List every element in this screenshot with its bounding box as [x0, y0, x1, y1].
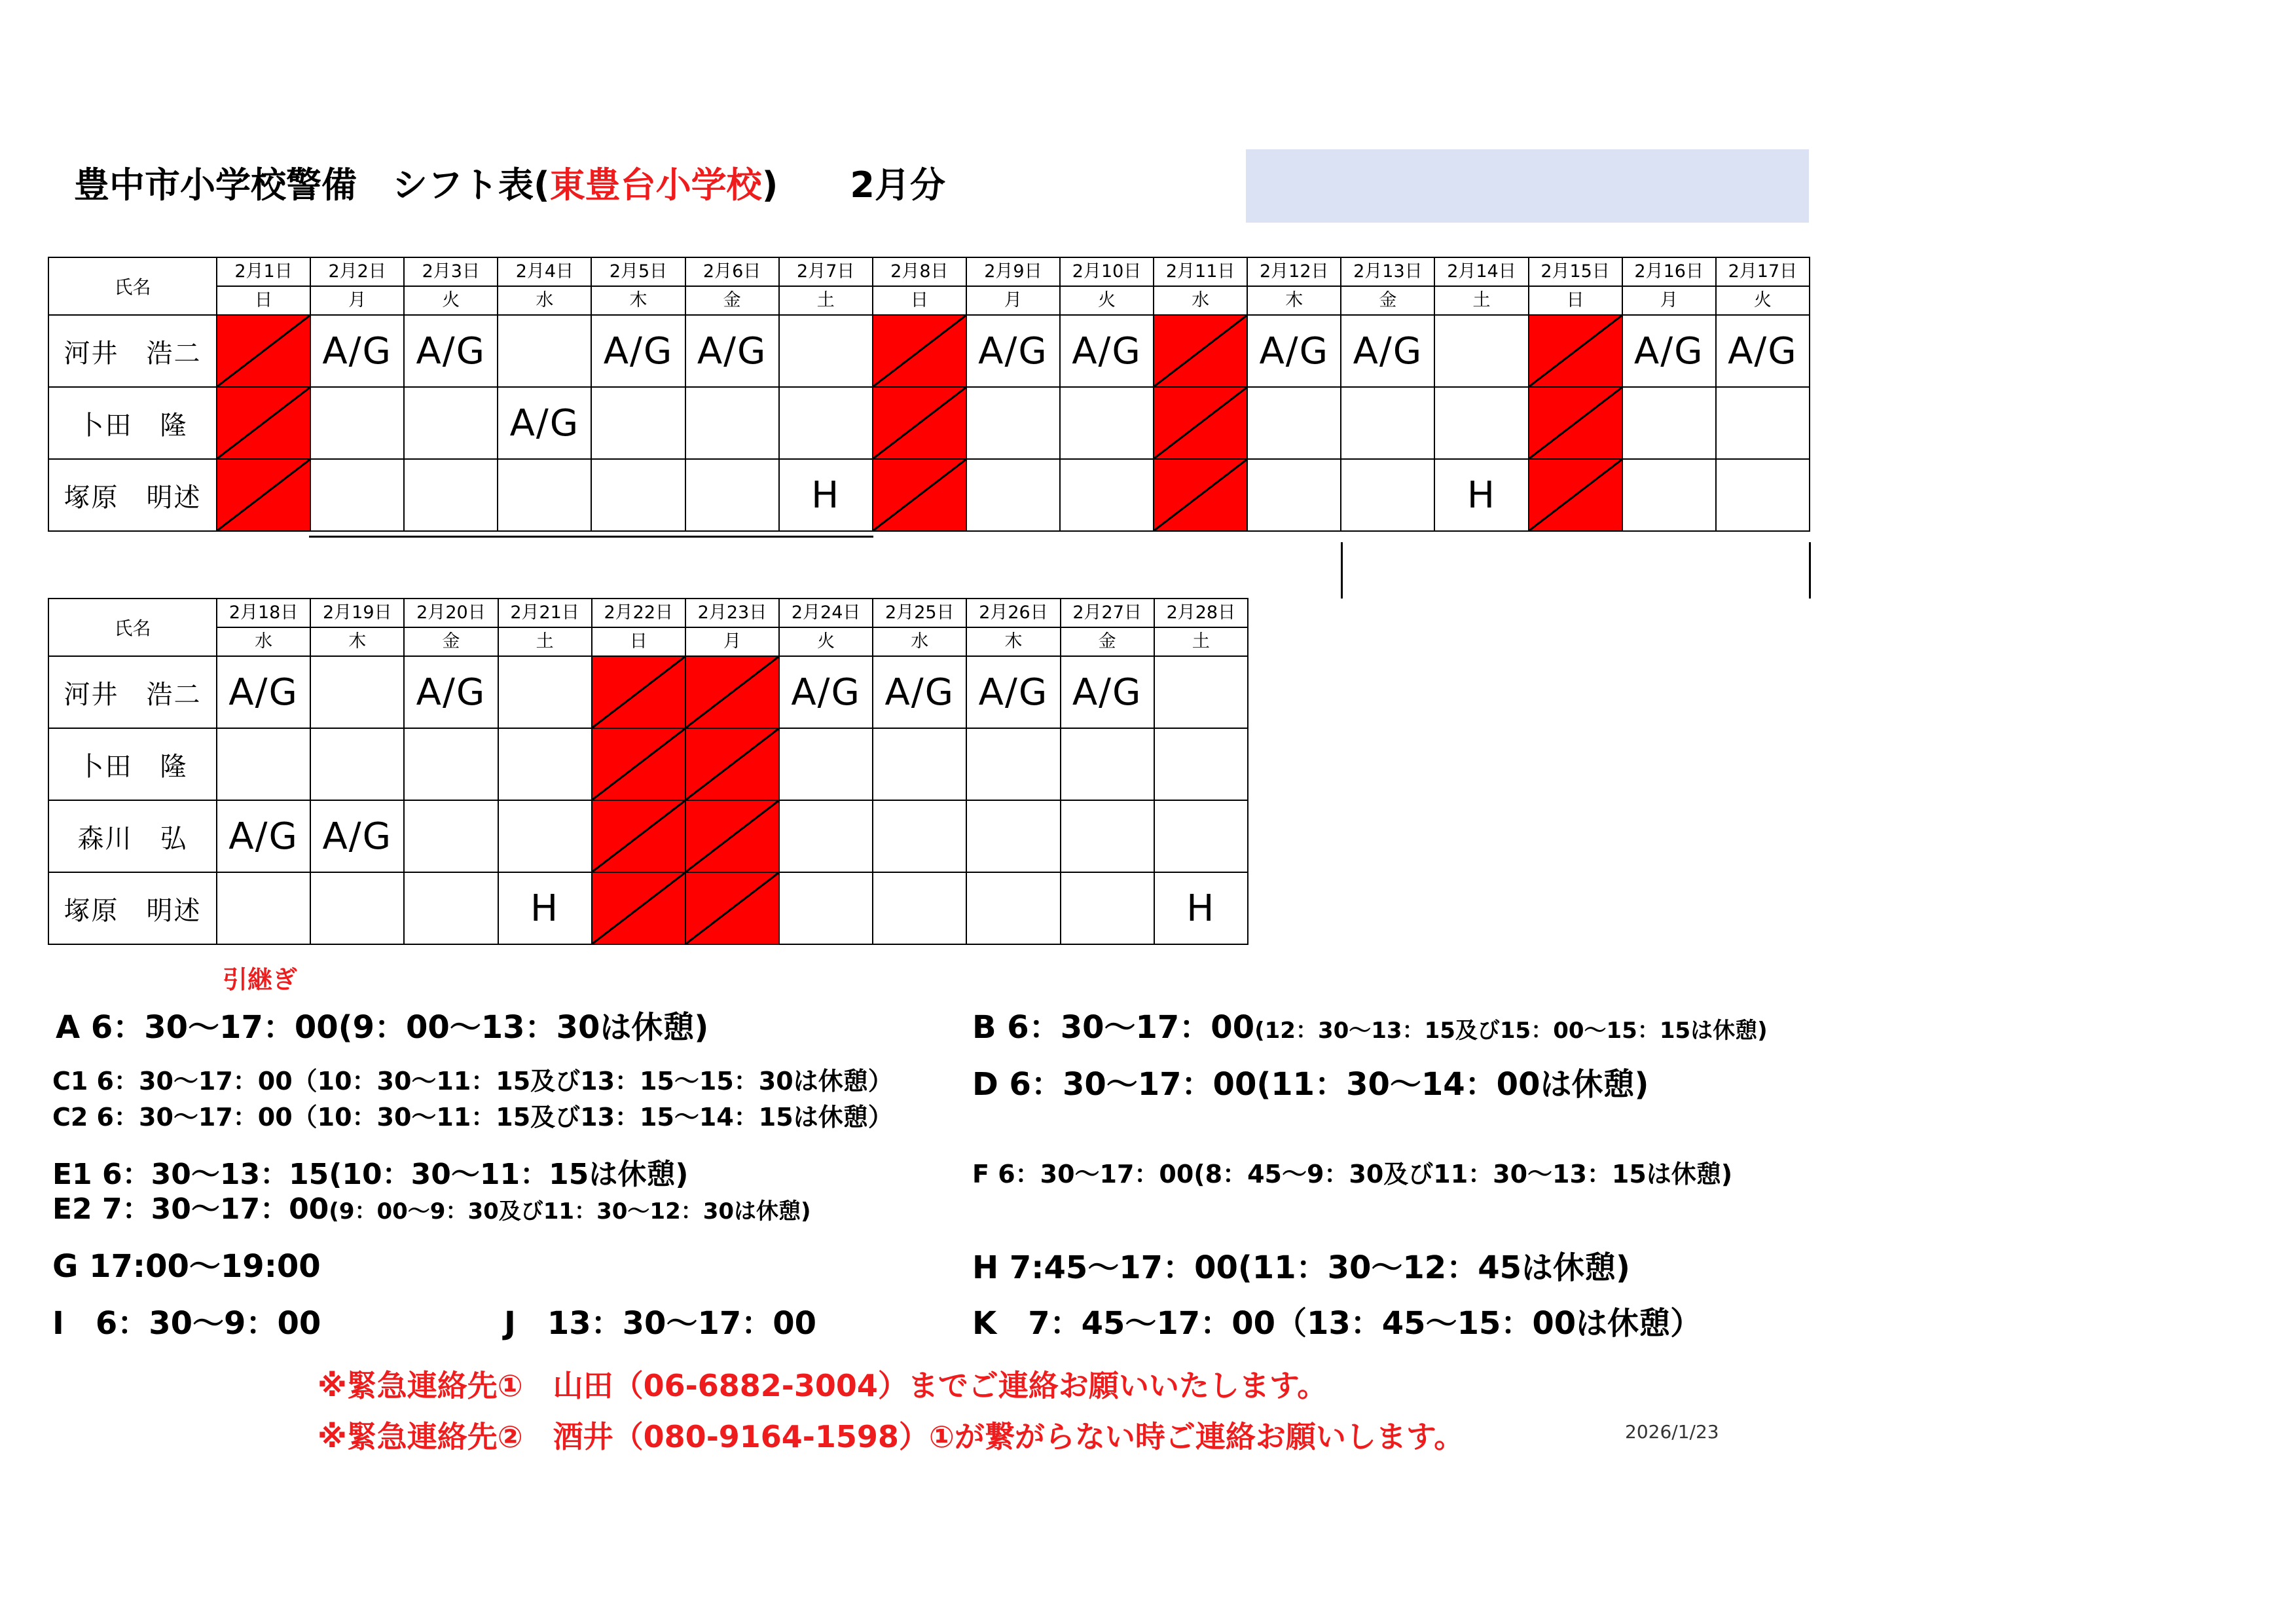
weekday-header: 木 [591, 286, 685, 315]
day-off-cell [685, 800, 779, 872]
shift-cell: A/G [873, 656, 966, 728]
shift-cell [1061, 872, 1154, 944]
shift-cell [779, 800, 873, 872]
shift-cell: A/G [685, 315, 779, 387]
shift-cell [1060, 459, 1154, 531]
staff-row [48, 800, 1248, 872]
shift-cell: A/G [966, 656, 1060, 728]
handover-label: 引継ぎ [223, 965, 298, 994]
date-header: 2月28日 [1154, 599, 1248, 627]
weekday-header: 火 [404, 286, 498, 315]
shift-cell [1154, 728, 1248, 800]
schedule-table-1 [48, 257, 1810, 532]
shift-cell: A/G [1247, 315, 1341, 387]
weekday-header: 金 [1061, 627, 1154, 656]
date-header: 2月26日 [966, 599, 1060, 627]
shift-cell [685, 387, 779, 459]
title-prefix: 豊中市小学校警備 シフト表( [74, 164, 550, 206]
shift-cell: A/G [1061, 656, 1154, 728]
shift-cell [1434, 387, 1528, 459]
shift-cell [966, 459, 1060, 531]
legend-c2: C2 6：30〜17：00（10：30〜11：15及び13：15〜14：15は休憩） [52, 1103, 893, 1132]
shift-cell [966, 387, 1060, 459]
shift-cell [591, 459, 685, 531]
shift-cell: A/G [310, 315, 404, 387]
weekday-header: 日 [592, 627, 685, 656]
shift-cell [1154, 800, 1248, 872]
shift-cell: A/G [310, 800, 404, 872]
name-column-header: 氏名 [48, 257, 217, 315]
staff-name: 河井 浩二 [48, 656, 217, 728]
name-column-header: 氏名 [48, 599, 217, 656]
shift-cell [498, 459, 591, 531]
shift-cell [498, 728, 592, 800]
shift-cell [966, 728, 1060, 800]
weekday-header: 日 [873, 286, 966, 315]
day-off-cell [873, 387, 966, 459]
shift-cell: A/G [498, 387, 591, 459]
shift-cell: A/G [404, 315, 498, 387]
shift-cell [1341, 459, 1434, 531]
shift-cell [310, 656, 404, 728]
date-header: 2月12日 [1247, 257, 1341, 286]
date-header: 2月27日 [1061, 599, 1154, 627]
weekday-header: 月 [685, 627, 779, 656]
date-header: 2月14日 [1434, 257, 1528, 286]
date-header: 2月24日 [779, 599, 873, 627]
weekday-header: 土 [1434, 286, 1528, 315]
shift-cell [404, 728, 498, 800]
day-off-cell [592, 728, 685, 800]
date-header: 2月16日 [1622, 257, 1716, 286]
shift-cell [685, 459, 779, 531]
shift-cell: H [498, 872, 592, 944]
staff-row [48, 387, 1810, 459]
shift-cell [310, 387, 404, 459]
shift-cell: A/G [591, 315, 685, 387]
staff-name: 森川 弘 [48, 800, 217, 872]
weekday-header: 火 [1716, 286, 1810, 315]
date-header: 2月2日 [310, 257, 404, 286]
weekday-header: 金 [1341, 286, 1434, 315]
shift-cell [1716, 459, 1810, 531]
legend-e2: E2 7：30〜17：00(9：00〜9：30及び11：30〜12：30は休憩) [52, 1192, 811, 1226]
date-header: 2月10日 [1060, 257, 1154, 286]
school-name: 東豊台小学校 [549, 164, 762, 206]
date-header: 2月4日 [498, 257, 591, 286]
weekday-header: 木 [966, 627, 1060, 656]
weekday-header: 水 [217, 627, 310, 656]
shift-cell [779, 872, 873, 944]
day-off-cell [217, 315, 310, 387]
shift-cell [1716, 387, 1810, 459]
shift-cell [966, 872, 1060, 944]
staff-row [48, 728, 1248, 800]
weekday-header: 火 [779, 627, 873, 656]
shift-cell [404, 459, 498, 531]
legend-e1: E1 6：30〜13：15(10：30〜11：15は休憩) [52, 1158, 689, 1191]
shift-cell [591, 387, 685, 459]
weekday-header: 日 [1529, 286, 1622, 315]
shift-cell [1622, 387, 1716, 459]
staff-name: 卜田 隆 [48, 387, 217, 459]
day-off-cell [217, 459, 310, 531]
weekday-header: 水 [1154, 286, 1247, 315]
month-label: 2月分 [850, 164, 945, 206]
shift-cell: A/G [1341, 315, 1434, 387]
shift-cell [404, 872, 498, 944]
shift-cell [1341, 387, 1434, 459]
date-header: 2月5日 [591, 257, 685, 286]
shift-cell [1434, 315, 1528, 387]
day-off-cell [685, 728, 779, 800]
shift-cell [310, 728, 404, 800]
date-header: 2月21日 [498, 599, 592, 627]
legend-j: J 13：30〜17：00 [504, 1305, 817, 1342]
weekday-header: 木 [1247, 286, 1341, 315]
staff-name: 塚原 明述 [48, 459, 217, 531]
date-header: 2月1日 [217, 257, 310, 286]
date-header: 2月18日 [217, 599, 310, 627]
date-header: 2月23日 [685, 599, 779, 627]
date-header: 2月9日 [966, 257, 1060, 286]
date-header: 2月3日 [404, 257, 498, 286]
stray-line [309, 536, 873, 538]
staff-name: 河井 浩二 [48, 315, 217, 387]
date-header: 2月6日 [685, 257, 779, 286]
shift-cell: A/G [779, 656, 873, 728]
shift-cell [1247, 459, 1341, 531]
shift-cell [498, 315, 591, 387]
page-title [74, 156, 945, 215]
shift-cell [217, 872, 310, 944]
weekday-header: 金 [404, 627, 498, 656]
shift-cell [873, 872, 966, 944]
shift-cell [873, 728, 966, 800]
weekday-header: 金 [685, 286, 779, 315]
shift-cell [217, 728, 310, 800]
weekday-header: 土 [1154, 627, 1248, 656]
emergency-contact-2: ※緊急連絡先② 酒井（080-9164-1598）①が繋がらない時ご連絡お願いします。 [318, 1419, 1465, 1454]
weekday-header: 水 [873, 627, 966, 656]
day-off-cell [873, 459, 966, 531]
date-header: 2月13日 [1341, 257, 1434, 286]
title-suffix: ) [761, 164, 778, 206]
weekday-header: 火 [1060, 286, 1154, 315]
day-off-cell [1154, 459, 1247, 531]
staff-row [48, 459, 1810, 531]
date-header: 2月11日 [1154, 257, 1247, 286]
staff-row [48, 315, 1810, 387]
shift-cell [310, 872, 404, 944]
date-header: 2月7日 [779, 257, 873, 286]
shift-cell [1061, 728, 1154, 800]
date-header: 2月25日 [873, 599, 966, 627]
legend-c1: C1 6：30〜17：00（10：30〜11：15及び13：15〜15：30は休憩） [52, 1067, 893, 1096]
staff-row [48, 872, 1248, 944]
weekday-header: 土 [498, 627, 592, 656]
day-off-cell [592, 656, 685, 728]
shift-cell [779, 315, 873, 387]
shift-cell: H [779, 459, 873, 531]
date-header: 2月15日 [1529, 257, 1622, 286]
legend-d: D 6：30〜17：00(11：30〜14：00は休憩) [972, 1066, 1649, 1103]
shift-cell: H [1434, 459, 1528, 531]
shift-cell [779, 387, 873, 459]
day-off-cell [1154, 387, 1247, 459]
stray-line [1809, 542, 1811, 599]
weekday-header: 木 [310, 627, 404, 656]
date-header: 2月20日 [404, 599, 498, 627]
date-header: 2月22日 [592, 599, 685, 627]
shift-cell: A/G [966, 315, 1060, 387]
shift-cell [310, 459, 404, 531]
shift-cell [1061, 800, 1154, 872]
staff-row [48, 656, 1248, 728]
legend-b: B 6：30〜17：00(12：30〜13：15及び15：00〜15：15は休憩) [972, 1009, 1768, 1046]
day-off-cell [1529, 315, 1622, 387]
weekday-header: 水 [498, 286, 591, 315]
day-off-cell [592, 800, 685, 872]
shift-cell [966, 800, 1060, 872]
staff-name: 卜田 隆 [48, 728, 217, 800]
shift-cell: A/G [217, 656, 310, 728]
shift-cell: A/G [1622, 315, 1716, 387]
emergency-contact-1: ※緊急連絡先① 山田（06-6882-3004）までご連絡お願いいたします。 [318, 1368, 1328, 1403]
legend-g: G 17:00〜19:00 [52, 1248, 321, 1285]
weekday-header: 月 [1622, 286, 1716, 315]
shift-cell [873, 800, 966, 872]
legend-i: I 6：30〜9：00 [52, 1305, 321, 1342]
weekday-header: 土 [779, 286, 873, 315]
shift-cell [404, 800, 498, 872]
legend-k: K 7：45〜17：00（13：45〜15：00は休憩） [972, 1305, 1702, 1342]
legend-h: H 7:45〜17：00(11：30〜12：45は休憩) [972, 1249, 1630, 1286]
day-off-cell [685, 656, 779, 728]
shift-cell: A/G [1716, 315, 1810, 387]
shift-cell [1060, 387, 1154, 459]
shift-cell [1247, 387, 1341, 459]
weekday-header: 日 [217, 286, 310, 315]
weekday-header: 月 [966, 286, 1060, 315]
legend-f: F 6：30〜17：00(8：45〜9：30及び11：30〜13：15は休憩) [972, 1160, 1733, 1189]
shift-cell: A/G [217, 800, 310, 872]
day-off-cell [217, 387, 310, 459]
schedule-table-2 [48, 598, 1248, 945]
shift-cell [498, 800, 592, 872]
day-off-cell [1154, 315, 1247, 387]
date-header: 2月19日 [310, 599, 404, 627]
day-off-cell [685, 872, 779, 944]
legend-a: A 6：30〜17：00(9：00〜13：30は休憩) [56, 1009, 709, 1046]
date-stamp: 2026/1/23 [1625, 1421, 1719, 1443]
shift-cell: A/G [1060, 315, 1154, 387]
date-header: 2月17日 [1716, 257, 1810, 286]
stray-line [1341, 542, 1343, 599]
shift-cell [1622, 459, 1716, 531]
shift-cell [498, 656, 592, 728]
weekday-header: 月 [310, 286, 404, 315]
shift-cell: A/G [404, 656, 498, 728]
shift-cell [404, 387, 498, 459]
shift-cell [1154, 656, 1248, 728]
shift-cell: H [1154, 872, 1248, 944]
day-off-cell [1529, 387, 1622, 459]
day-off-cell [592, 872, 685, 944]
day-off-cell [873, 315, 966, 387]
day-off-cell [1529, 459, 1622, 531]
shift-cell [779, 728, 873, 800]
date-header: 2月8日 [873, 257, 966, 286]
header-box [1246, 149, 1809, 223]
staff-name: 塚原 明述 [48, 872, 217, 944]
